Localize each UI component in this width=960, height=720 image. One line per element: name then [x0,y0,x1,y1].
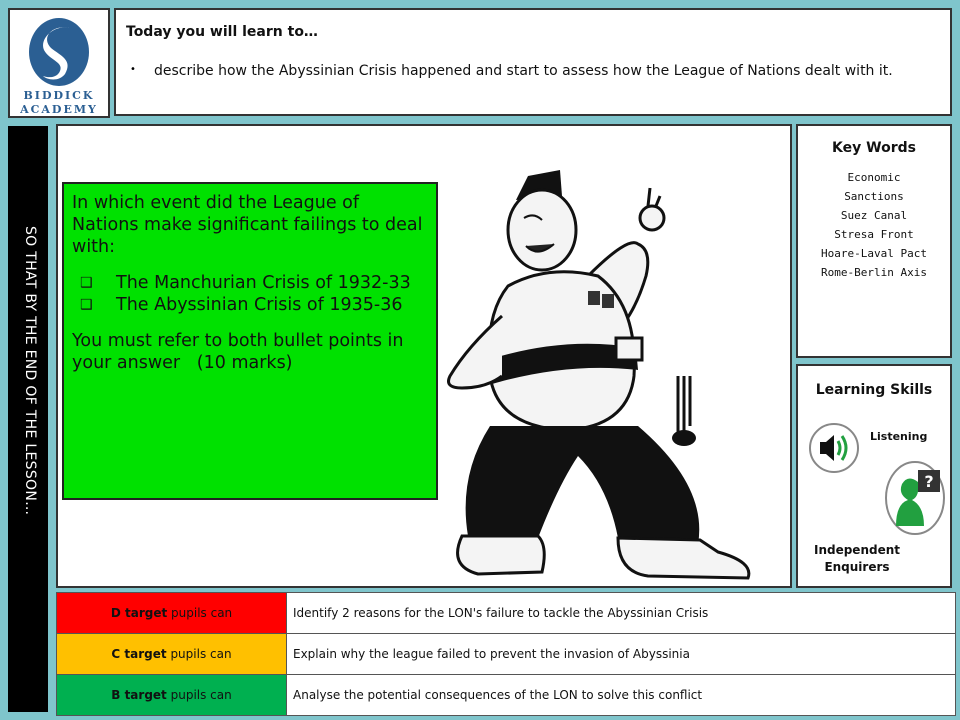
learning-skills-title: Learning Skills [815,382,933,398]
objective-heading: Today you will learn to… [126,24,318,40]
table-row [57,593,956,634]
school-logo [8,8,110,118]
target-label-c [57,634,287,675]
target-grade: B target [111,688,167,702]
targets-table [56,592,956,716]
target-label-b [57,675,287,716]
target-suffix: pupils can [166,647,232,661]
logo-text-line2: ACADEMY [20,103,98,116]
svg-text:?: ? [924,472,934,491]
key-word: Hoare-Laval Pact [821,247,927,260]
listening-label: Listening [870,430,928,443]
bullet-dot-icon: • [130,64,136,75]
side-banner-text: SO THAT BY THE END OF THE LESSON… [22,226,38,516]
question-intro: In which event did the League of Nations make significant failings to deal with: [72,193,423,257]
logo-text-line1: BIDDICK [23,89,95,102]
question-box [62,182,438,500]
enquirers-line2: Enquirers [824,560,890,574]
checkbox-bullet-icon: ❑ [80,297,93,313]
target-suffix: pupils can [166,688,232,702]
key-words-panel [796,124,952,358]
main-content [56,124,792,588]
key-word: Stresa Front [834,228,914,241]
enquirers-line1: Independent [813,543,900,557]
target-description: Explain why the league failed to prevent the invasion of Abyssinia [287,634,956,675]
enquirer-question-icon [884,460,946,536]
key-words-title: Key Words [832,140,916,156]
target-grade: C target [111,647,167,661]
target-grade: D target [110,606,168,620]
table-row [57,675,956,716]
table-row [57,634,956,675]
key-word: Rome-Berlin Axis [821,266,927,279]
target-description: Analyse the potential consequences of the LON to solve this conflict [287,675,956,716]
learning-skills-panel [796,364,952,588]
question-option-text: The Manchurian Crisis of 1932-33 [116,273,411,293]
independent-enquirers-label [802,542,912,576]
question-option [72,294,428,316]
key-word: Suez Canal [840,209,908,222]
key-word: Economic [847,171,901,184]
key-word: Sanctions [844,190,904,203]
lesson-objective [114,8,952,116]
checkbox-bullet-icon: ❑ [80,275,93,291]
side-banner [8,126,48,712]
target-label-d [57,593,287,634]
logo-emblem-icon [27,16,91,88]
target-description: Identify 2 reasons for the LON's failure to tackle the Abyssinian Crisis [287,593,956,634]
mussolini-caricature-image [438,126,790,586]
speaker-icon [808,422,860,474]
question-option-text: The Abyssinian Crisis of 1935-36 [116,295,403,315]
question-instruction: You must refer to both bullet points in your answer (10 marks) [72,331,410,373]
target-suffix: pupils can [167,606,233,620]
objective-bullet [126,62,940,81]
question-options [72,272,428,316]
question-option [72,272,428,294]
objective-bullet-text: describe how the Abyssinian Crisis happened and start to assess how the League of Nations dealt with it. [154,63,893,79]
